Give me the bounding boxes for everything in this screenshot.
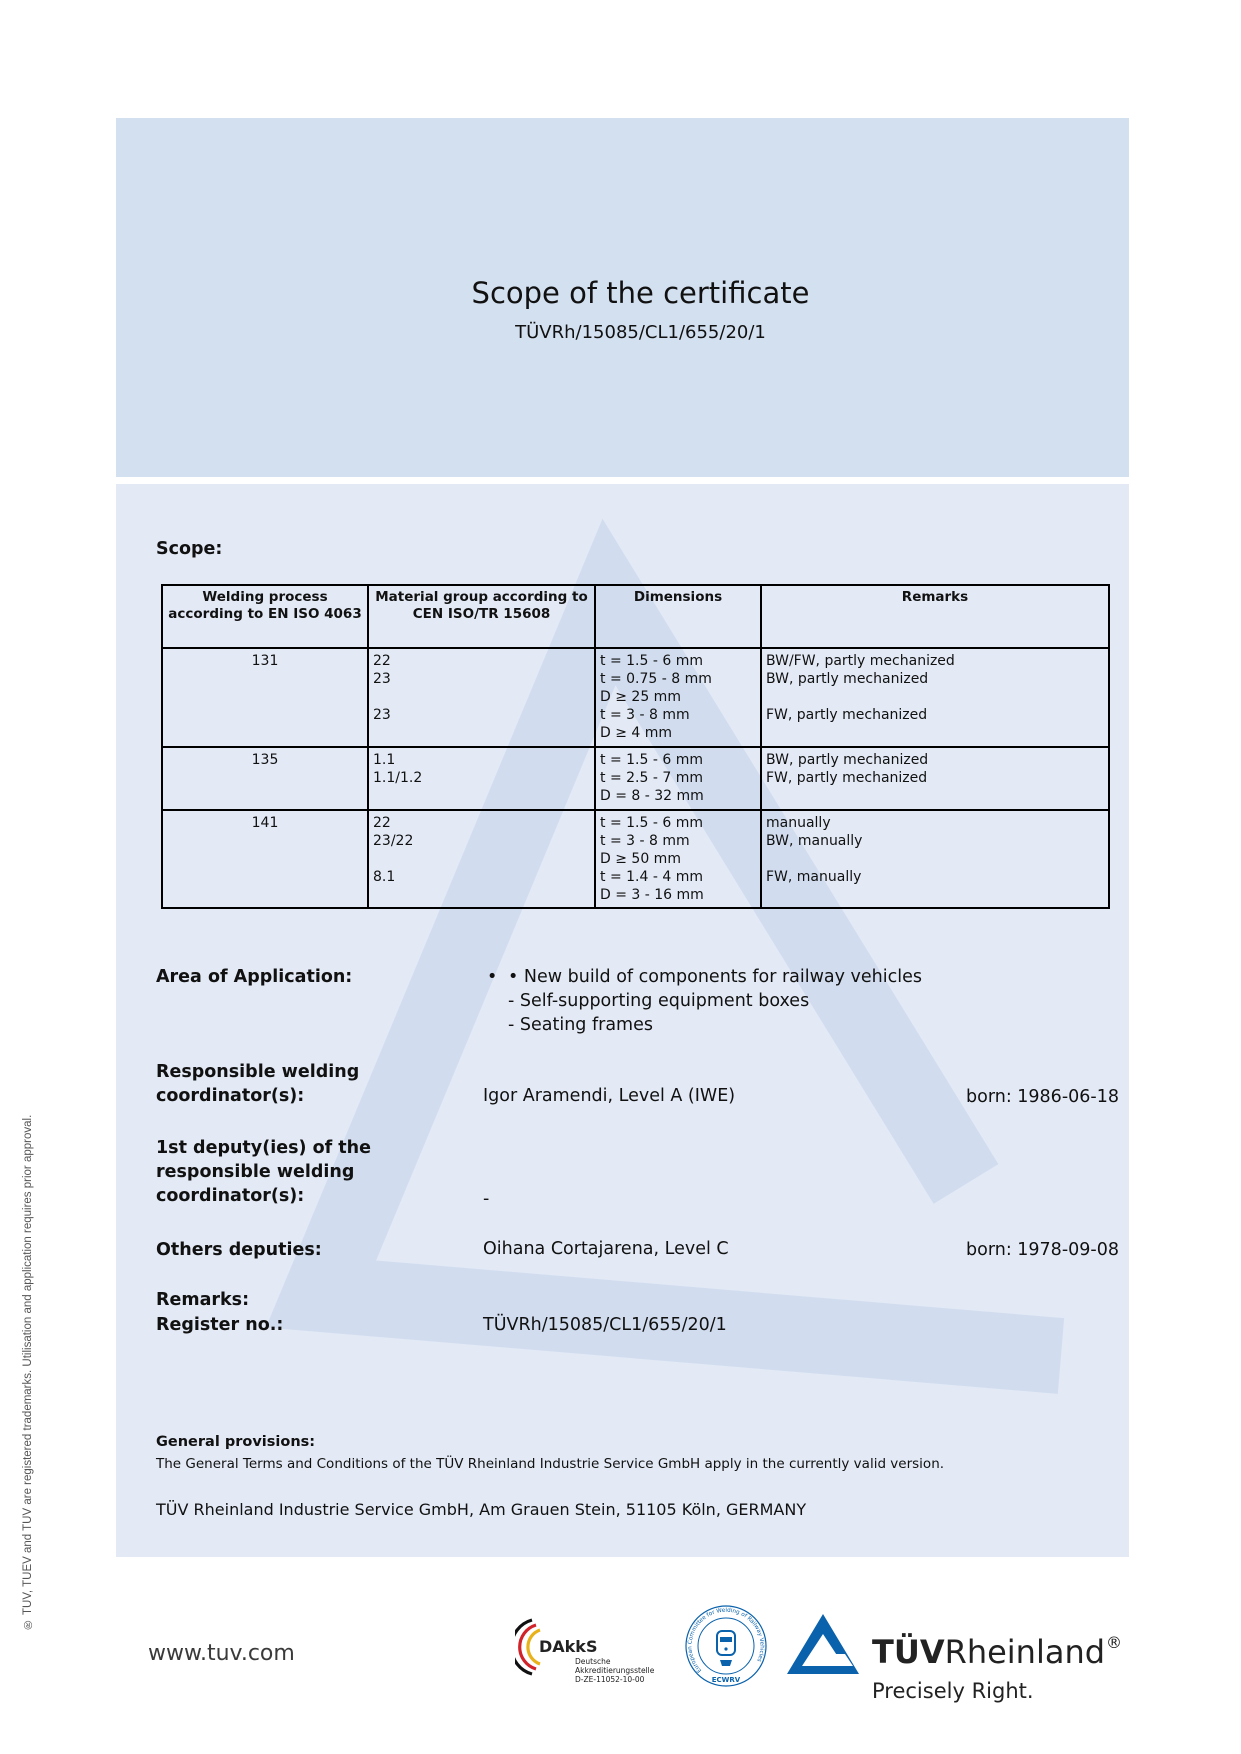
register-number-label: Register no.: [156,1315,284,1335]
cell-remarks: manually BW, manually FW, manually [761,810,1109,908]
cell-dimensions: t = 1.5 - 6 mm t = 2.5 - 7 mm D = 8 - 32 mm [595,747,761,810]
cell-material-groups: 22 23 23 [368,648,595,747]
column-header-process: Welding process according to EN ISO 4063 [162,585,368,648]
responsible-coordinator-born: born: 1986-06-18 [966,1087,1119,1107]
cell-dimensions: t = 1.5 - 6 mm t = 0.75 - 8 mm D ≥ 25 mm t = 3 - 8 mm D ≥ 4 mm [595,648,761,747]
tuv-triangle-logo-icon [787,1614,859,1676]
cell-process: 131 [162,648,368,747]
dakks-line-2: Akkreditierungsstelle [575,1666,655,1675]
area-of-application-item: - Self-supporting equipment boxes [508,991,810,1011]
responsible-coordinator-label: Responsible welding coordinator(s): [156,1062,360,1106]
column-header-remarks: Remarks [761,585,1109,648]
cell-remarks: BW/FW, partly mechanized BW, partly mechanized FW, partly mechanized [761,648,1109,747]
area-of-application-item: • New build of components for railway vehicles [508,967,922,987]
table-row [162,747,1109,810]
cell-remarks: BW, partly mechanized FW, partly mechanized [761,747,1109,810]
registered-mark: ® [1106,1633,1123,1652]
cell-process: 141 [162,810,368,908]
responsible-coordinator-value: Igor Aramendi, Level A (IWE) [483,1086,736,1106]
brand-name-regular: Rheinland [944,1633,1106,1671]
dakks-name: DAkkS [539,1637,598,1656]
welding-mask-icon [717,1631,735,1666]
other-deputies-born: born: 1978-09-08 [966,1240,1119,1260]
cell-material-groups: 22 23/22 8.1 [368,810,595,908]
ecwrv-logo-icon [684,1604,768,1688]
column-header-dimensions: Dimensions [595,585,761,648]
other-deputies-label: Others deputies: [156,1240,322,1260]
column-header-material: Material group according to CEN ISO/TR 15608 [368,585,595,648]
website-url: www.tuv.com [148,1641,295,1666]
brand-name-bold: TÜV [872,1633,945,1671]
table-row [162,648,1109,747]
dakks-line-3: D-ZE-11052-10-00 [575,1675,645,1684]
cell-process: 135 [162,747,368,810]
company-address: TÜV Rheinland Industrie Service GmbH, Am Grauen Stein, 51105 Köln, GERMANY [156,1500,807,1519]
header-panel [116,118,1129,477]
register-number-value: TÜVRh/15085/CL1/655/20/1 [483,1315,727,1335]
remarks-label: Remarks: [156,1290,250,1310]
brand-wordmark [872,1633,1122,1671]
scope-heading: Scope: [156,539,223,559]
brand-tagline: Precisely Right. [872,1679,1034,1703]
ecwrv-ring-text: European Committee for Welding of Railway Vehicles [687,1607,765,1674]
other-deputies-value: Oihana Cortajarena, Level C [483,1239,729,1259]
page-title: Scope of the certificate [471,276,810,310]
table-row [162,810,1109,908]
area-of-application-item: - Seating frames [508,1015,653,1035]
first-deputy-label: 1st deputy(ies) of the responsible welding coordinator(s): [156,1138,371,1206]
certificate-number: TÜVRh/15085/CL1/655/20/1 [515,322,766,343]
dakks-line-1: Deutsche [575,1657,611,1666]
list-bullet: • [487,967,498,987]
table-header-row [162,585,1109,648]
cell-material-groups: 1.1 1.1/1.2 [368,747,595,810]
trademark-note: ® TÜV, TUEV and TUV are registered trademarks. Utilisation and application requires prior approval. [22,1114,34,1630]
cell-dimensions: t = 1.5 - 6 mm t = 3 - 8 mm D ≥ 50 mm t = 1.4 - 4 mm D = 3 - 16 mm [595,810,761,908]
first-deputy-value: - [483,1189,490,1209]
scope-table [161,584,1110,909]
ecwrv-abbreviation: ECWRV [711,1676,741,1684]
general-provisions-text: The General Terms and Conditions of the TÜV Rheinland Industrie Service GmbH apply in the currently valid version. [156,1456,945,1472]
general-provisions-label: General provisions: [156,1434,316,1450]
dakks-logo-icon [515,1612,670,1690]
area-of-application-label: Area of Application: [156,967,353,987]
